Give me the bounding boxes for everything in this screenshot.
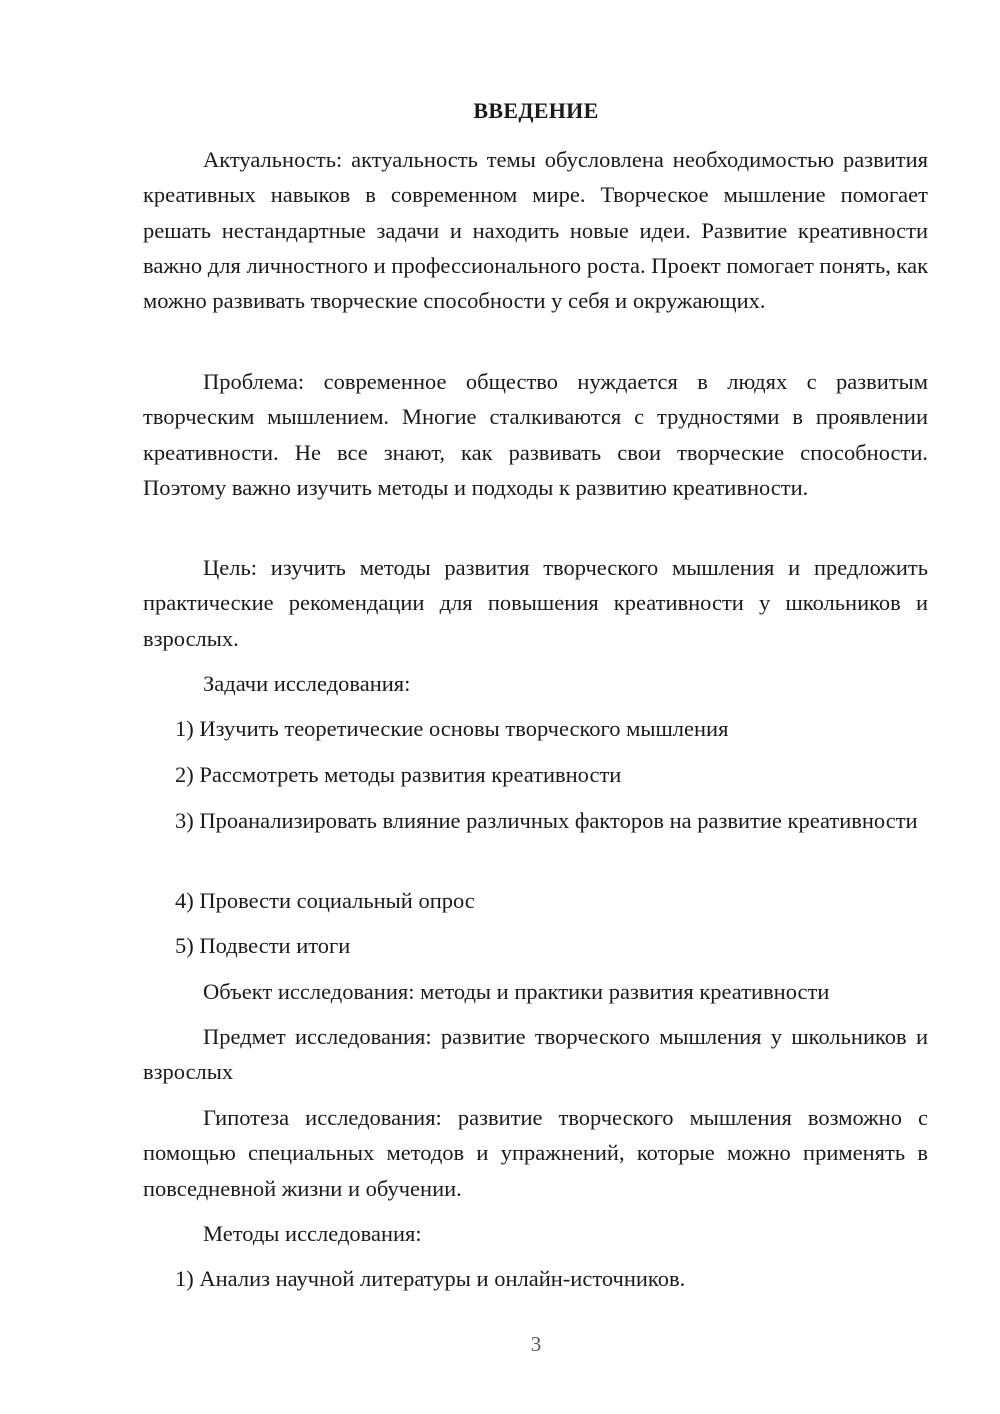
task-item: 3) Проанализировать влияние различных факторов на развитие креативности <box>175 808 918 833</box>
task-item: 5) Подвести итоги <box>175 933 351 958</box>
relevance-paragraph: Актуальность: актуальность темы обусловлена необходимостью развития креативных навыков в современном мире. Творческое мышление помогает решать нестандартные задачи и находить новые идеи. Развитие креативности важно для личностного и профессионального роста. Проект помогает понять, как можно развивать творческие способности у себя и окружающих. <box>143 147 928 314</box>
page-number: 3 <box>530 1332 542 1356</box>
problem-paragraph: Проблема: современное общество нуждается в людях с развитым творческим мышлением. Многие сталкиваются с трудностями в проявлении креативности. Не все знают, как развивать свои творческие способности. Поэтому важно изучить методы и подходы к развитию креативности. <box>143 369 928 500</box>
task-item: 1) Изучить теоретические основы творческого мышления <box>175 716 729 741</box>
method-item: 1) Анализ научной литературы и онлайн-источников. <box>175 1266 686 1291</box>
task-item: 2) Рассмотреть методы развития креативности <box>175 762 622 787</box>
methods-heading: Методы исследования: <box>203 1221 422 1246</box>
tasks-heading: Задачи исследования: <box>203 671 411 696</box>
hypothesis-paragraph: Гипотеза исследования: развитие творческого мышления возможно с помощью специальных методов и упражнений, которые можно применять в повседневной жизни и обучении. <box>143 1105 928 1201</box>
subject-paragraph: Предмет исследования: развитие творческого мышления у школьников и взрослых <box>143 1024 928 1085</box>
goal-paragraph: Цель: изучить методы развития творческого мышления и предложить практические рекомендации для повышения креативности у школьников и взрослых. <box>143 555 928 651</box>
object-paragraph: Объект исследования: методы и практики развития креативности <box>203 979 830 1004</box>
task-item: 4) Провести социальный опрос <box>175 888 475 913</box>
section-title: ВВЕДЕНИЕ <box>473 98 599 123</box>
